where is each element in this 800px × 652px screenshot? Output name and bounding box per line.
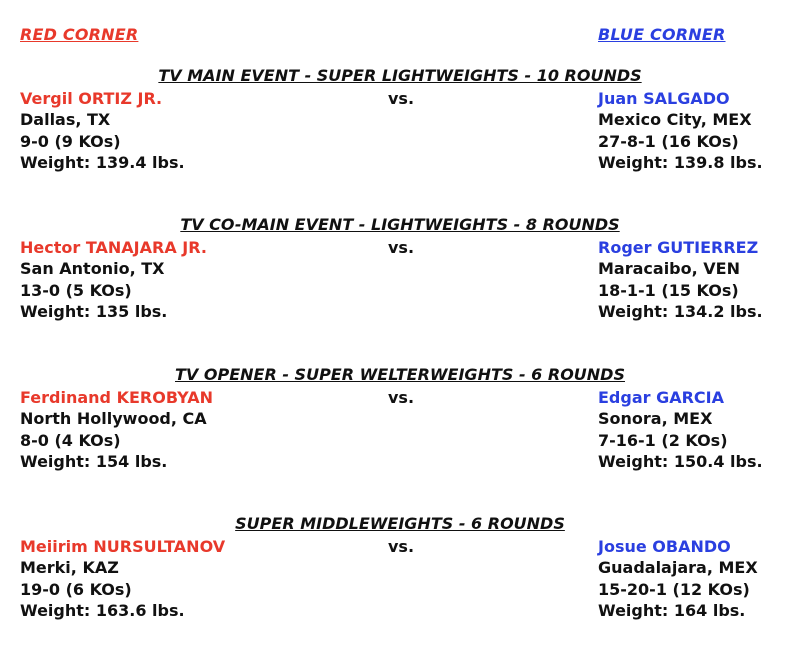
blue-fighter bbox=[598, 88, 763, 173]
red-fighter-weight: Weight: 135 lbs. bbox=[20, 301, 168, 321]
red-corner-heading: RED CORNER bbox=[20, 25, 139, 44]
blue-corner-heading: BLUE CORNER bbox=[598, 25, 726, 44]
blue-fighter-hometown: Mexico City, MEX bbox=[598, 110, 752, 130]
blue-fighter-hometown: Maracaibo, VEN bbox=[598, 259, 740, 279]
blue-fighter-weight: Weight: 134.2 lbs. bbox=[598, 301, 763, 321]
bout-co-main-event bbox=[0, 215, 800, 335]
red-fighter bbox=[20, 536, 225, 621]
vs-label: vs. bbox=[388, 89, 415, 108]
blue-fighter bbox=[598, 237, 763, 322]
blue-fighter-hometown: Sonora, MEX bbox=[598, 409, 713, 429]
red-fighter-name: Ferdinand KEROBYAN bbox=[20, 388, 213, 407]
red-fighter-name: Meiirim NURSULTANOV bbox=[20, 537, 226, 556]
red-fighter-weight: Weight: 154 lbs. bbox=[20, 451, 168, 471]
red-fighter-record: 9-0 (9 KOs) bbox=[20, 131, 121, 151]
bout-super-middleweights bbox=[0, 514, 800, 634]
red-fighter-weight: Weight: 163.6 lbs. bbox=[20, 600, 185, 620]
red-fighter-hometown: San Antonio, TX bbox=[20, 259, 165, 279]
vs-label: vs. bbox=[388, 388, 415, 407]
blue-fighter-weight: Weight: 164 lbs. bbox=[598, 600, 746, 620]
red-fighter bbox=[20, 387, 213, 472]
vs-label: vs. bbox=[388, 238, 415, 257]
blue-fighter bbox=[598, 536, 758, 621]
red-fighter-record: 8-0 (4 KOs) bbox=[20, 430, 121, 450]
red-fighter bbox=[20, 88, 185, 173]
blue-fighter-record: 7-16-1 (2 KOs) bbox=[598, 430, 728, 450]
blue-fighter-record: 15-20-1 (12 KOs) bbox=[598, 579, 750, 599]
blue-fighter-name: Juan SALGADO bbox=[598, 89, 730, 108]
blue-fighter-name: Josue OBANDO bbox=[598, 537, 731, 556]
blue-fighter-hometown: Guadalajara, MEX bbox=[598, 558, 758, 578]
red-fighter-name: Vergil ORTIZ JR. bbox=[20, 89, 163, 108]
red-fighter-hometown: Dallas, TX bbox=[20, 110, 111, 130]
bout-tv-opener bbox=[0, 365, 800, 485]
blue-fighter-name: Edgar GARCIA bbox=[598, 388, 725, 407]
red-fighter-hometown: North Hollywood, CA bbox=[20, 409, 207, 429]
blue-fighter-record: 27-8-1 (16 KOs) bbox=[598, 131, 739, 151]
bout-title: TV CO-MAIN EVENT - LIGHTWEIGHTS - 8 ROUNDS bbox=[180, 215, 620, 234]
red-fighter-weight: Weight: 139.4 lbs. bbox=[20, 152, 185, 172]
blue-fighter-weight: Weight: 150.4 lbs. bbox=[598, 451, 763, 471]
vs-label: vs. bbox=[388, 537, 415, 556]
blue-fighter bbox=[598, 387, 763, 472]
bout-main-event bbox=[0, 66, 800, 186]
bout-title: TV MAIN EVENT - SUPER LIGHTWEIGHTS - 10 ROUNDS bbox=[158, 66, 642, 85]
blue-fighter-weight: Weight: 139.8 lbs. bbox=[598, 152, 763, 172]
red-fighter-hometown: Merki, KAZ bbox=[20, 558, 119, 578]
bout-title: SUPER MIDDLEWEIGHTS - 6 ROUNDS bbox=[235, 514, 565, 533]
blue-fighter-record: 18-1-1 (15 KOs) bbox=[598, 280, 739, 300]
red-fighter-record: 19-0 (6 KOs) bbox=[20, 579, 132, 599]
red-fighter-record: 13-0 (5 KOs) bbox=[20, 280, 132, 300]
red-fighter-name: Hector TANAJARA JR. bbox=[20, 238, 207, 257]
bout-title: TV OPENER - SUPER WELTERWEIGHTS - 6 ROUNDS bbox=[175, 365, 625, 384]
blue-fighter-name: Roger GUTIERREZ bbox=[598, 238, 759, 257]
red-fighter bbox=[20, 237, 207, 322]
